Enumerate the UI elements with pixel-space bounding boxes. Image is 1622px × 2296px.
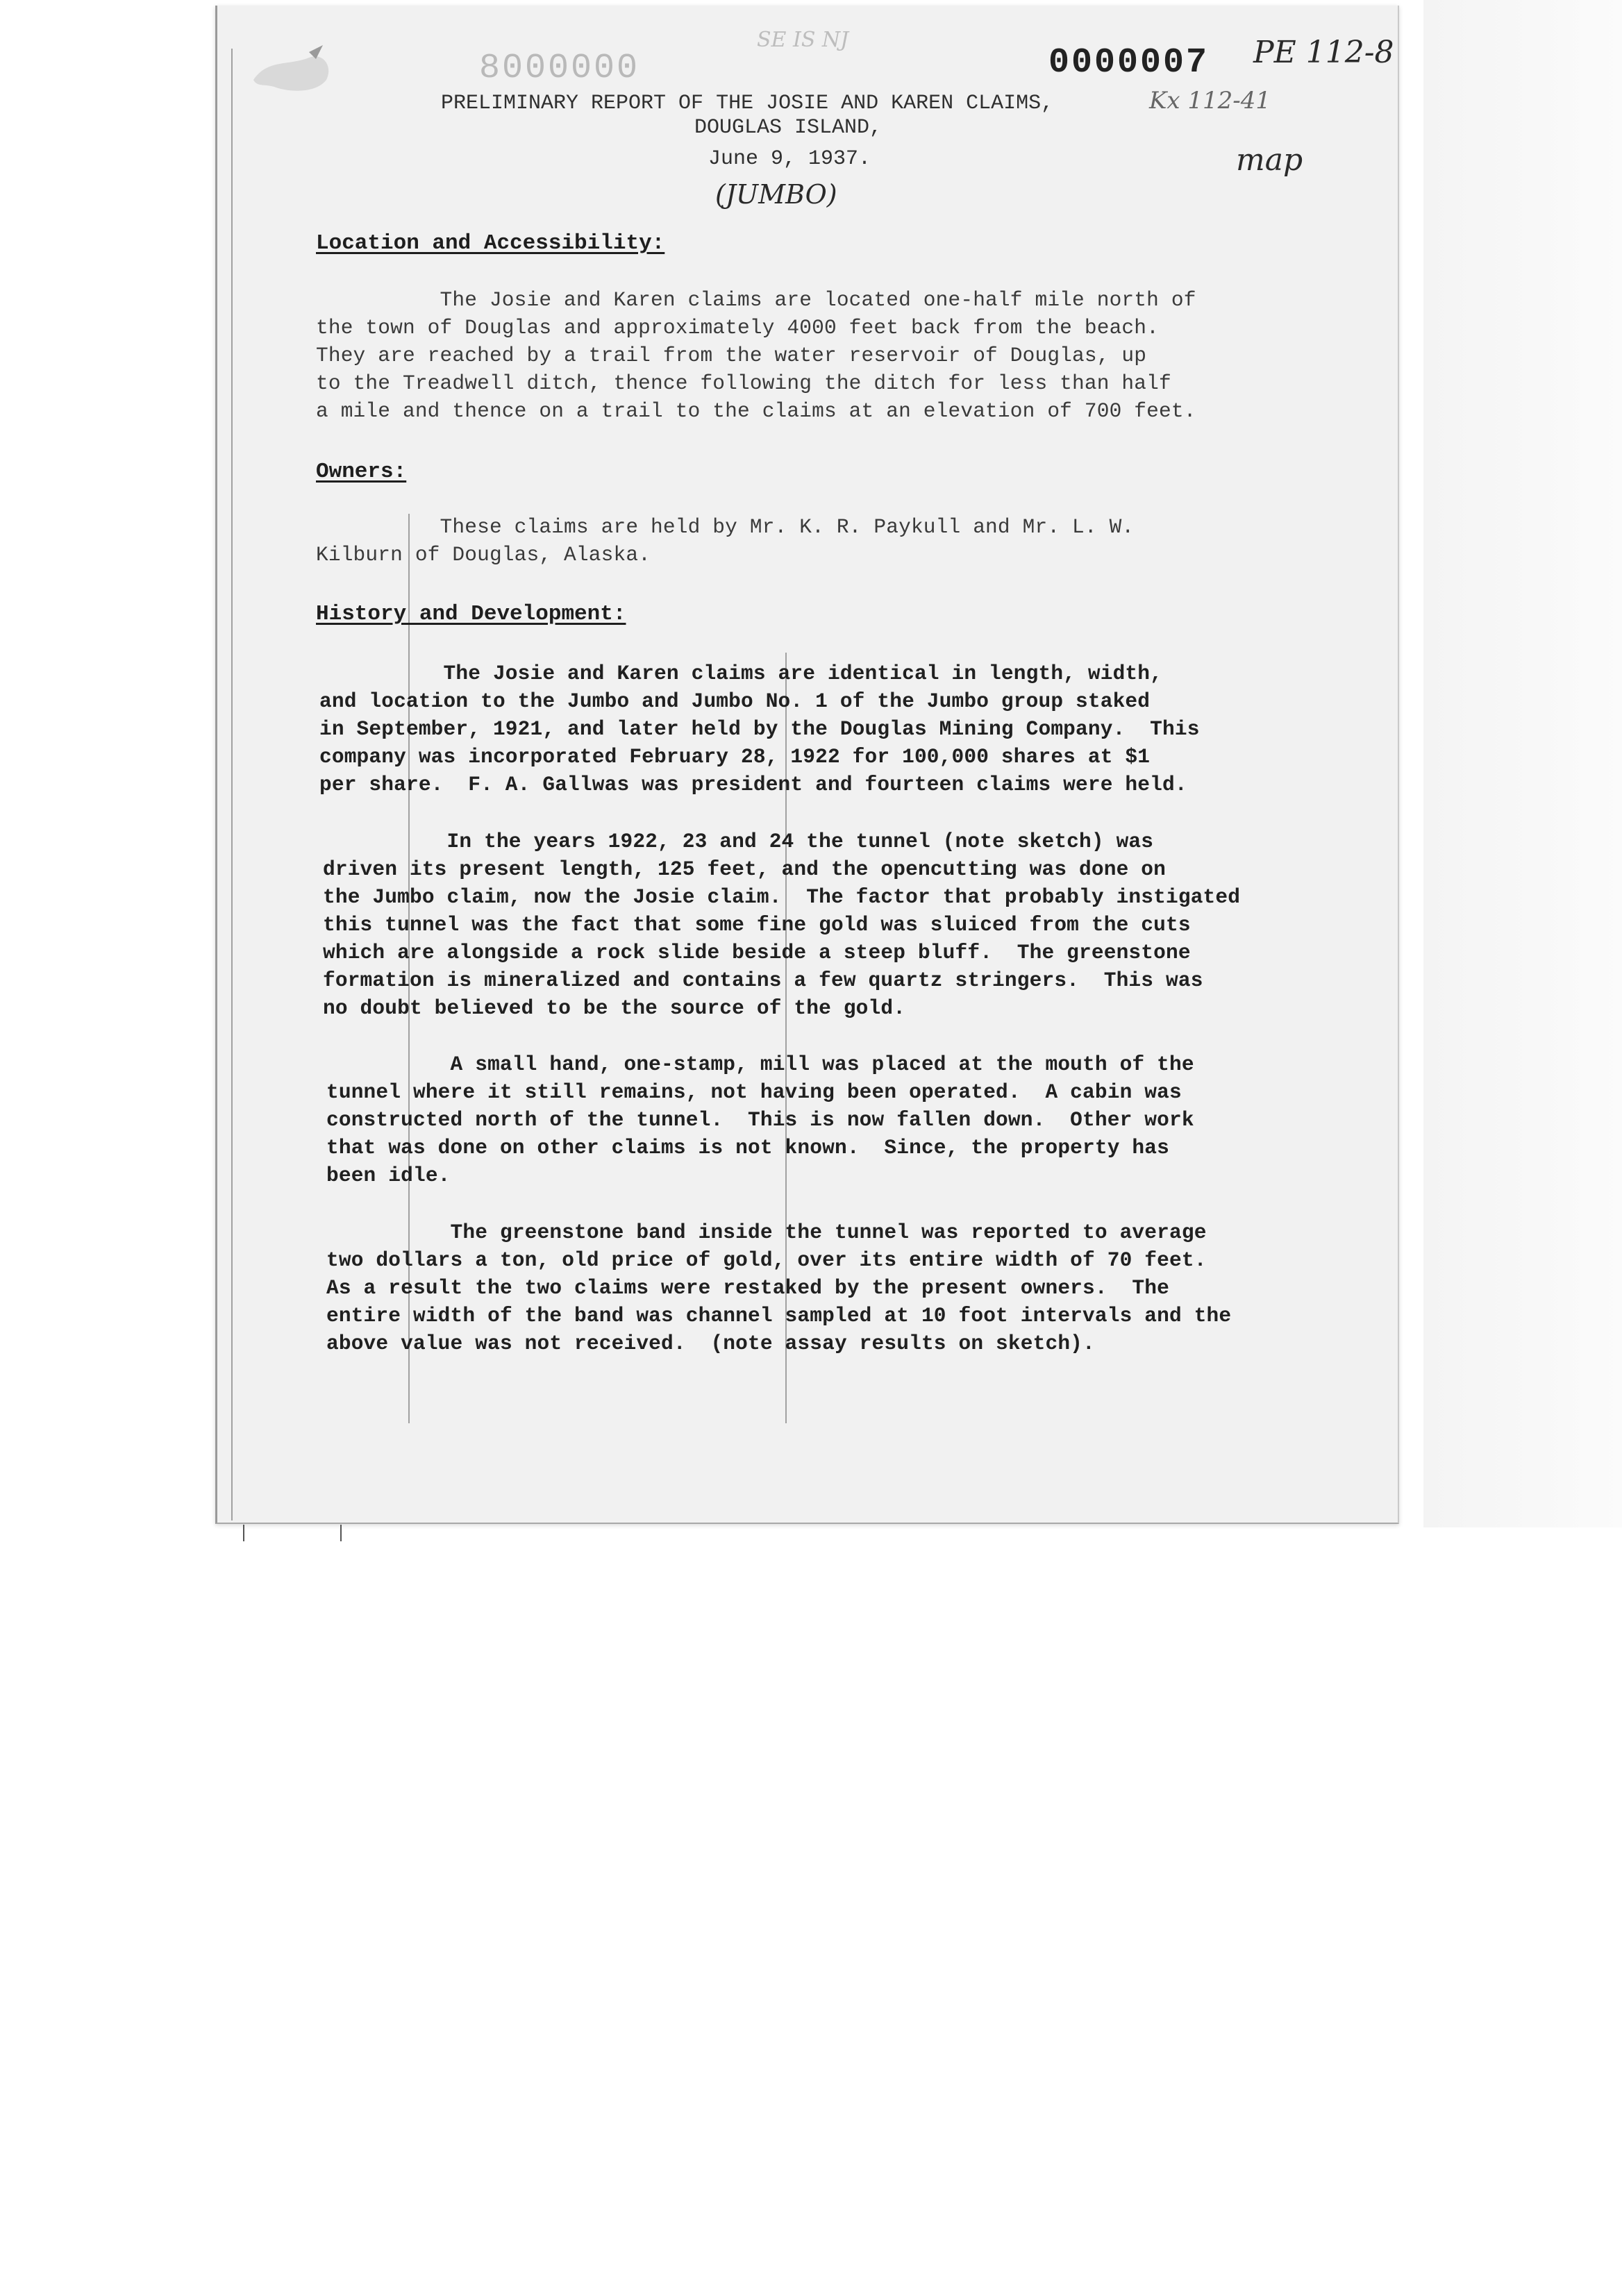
paragraph-line: which are alongside a rock slide beside a steep bluff. The greenstone xyxy=(323,941,1191,964)
paragraph-line: These claims are held by Mr. K. R. Paykull and Mr. L. W. xyxy=(316,515,1135,539)
section-heading-history: History and Development: xyxy=(316,602,626,626)
handwritten-reference-title: Kx 112-41 xyxy=(1149,87,1271,115)
handwritten-map-note: map xyxy=(1236,142,1303,178)
paragraph-line: the Jumbo claim, now the Josie claim. The factor that probably instigated xyxy=(323,885,1241,909)
section-heading-owners: Owners: xyxy=(316,460,407,484)
paragraph-line: to the Treadwell ditch, thence following the ditch for less than half xyxy=(316,371,1171,395)
paragraph-line: that was done on other claims is not known. Since, the property has xyxy=(326,1136,1169,1159)
paragraph-line: above value was not received. (note assay results on sketch). xyxy=(326,1332,1095,1355)
paragraph-line: They are reached by a trail from the water reservoir of Douglas, up xyxy=(316,344,1147,367)
paragraph-line: In the years 1922, 23 and 24 the tunnel (note sketch) was xyxy=(323,830,1154,853)
bottom-tick-1 xyxy=(243,1525,244,1541)
report-date: June 9, 1937. xyxy=(708,147,871,171)
document-number-stamp: 0000007 xyxy=(1048,43,1210,83)
paragraph-line: The Josie and Karen claims are identical in length, width, xyxy=(319,662,1162,685)
corner-smudge xyxy=(246,38,351,101)
paragraph-line: and location to the Jumbo and Jumbo No. 1 of the Jumbo group staked xyxy=(319,689,1151,713)
paragraph-line: company was incorporated February 28, 1922 for 100,000 shares at $1 xyxy=(319,745,1151,769)
faint-stamp-number: 8000000 xyxy=(479,49,640,88)
paragraph-line: no doubt believed to be the source of the gold. xyxy=(323,996,906,1020)
paragraph-line: formation is mineralized and contains a few quartz stringers. This was xyxy=(323,969,1203,992)
paragraph-line: entire width of the band was channel sampled at 10 foot intervals and the xyxy=(326,1304,1232,1327)
paragraph-line: tunnel where it still remains, not having been operated. A cabin was xyxy=(326,1080,1182,1104)
bottom-tick-2 xyxy=(340,1525,342,1541)
paragraph-line: the town of Douglas and approximately 4000 feet back from the beach. xyxy=(316,316,1159,340)
paragraph-line: per share. F. A. Gallwas was president and fourteen claims were held. xyxy=(319,773,1187,796)
paragraph-line: been idle. xyxy=(326,1164,451,1187)
report-title-line2: DOUGLAS ISLAND, xyxy=(694,116,883,140)
paragraph-line: As a result the two claims were restaked by the present owners. The xyxy=(326,1276,1169,1300)
paragraph-line: The Josie and Karen claims are located one-half mile north of xyxy=(316,288,1196,312)
paragraph-line: in September, 1921, and later held by the Douglas Mining Company. This xyxy=(319,717,1200,741)
paragraph-line: Kilburn of Douglas, Alaska. xyxy=(316,543,651,567)
paragraph-line: constructed north of the tunnel. This is now fallen down. Other work xyxy=(326,1108,1194,1132)
paragraph-line: A small hand, one-stamp, mill was placed at the mouth of the xyxy=(326,1053,1194,1076)
paragraph-line: two dollars a ton, old price of gold, over its entire width of 70 feet. xyxy=(326,1248,1207,1272)
fold-line-left xyxy=(231,49,233,1520)
paragraph-line: driven its present length, 125 feet, and the opencutting was done on xyxy=(323,857,1166,881)
report-title-line1: PRELIMINARY REPORT OF THE JOSIE AND KAREN CLAIMS, xyxy=(441,92,1054,115)
section-heading-location: Location and Accessibility: xyxy=(316,231,665,255)
handwritten-jumbo-note: (JUMBO) xyxy=(715,179,837,210)
paragraph-line: this tunnel was the fact that some fine gold was sluiced from the cuts xyxy=(323,913,1191,937)
paragraph-line: The greenstone band inside the tunnel was reported to average xyxy=(326,1221,1207,1244)
faint-top-mark: SE IS NJ xyxy=(757,28,849,52)
scan-background-shade xyxy=(1423,0,1622,1527)
handwritten-reference-top: PE 112-8 xyxy=(1253,35,1394,70)
paragraph-line: a mile and thence on a trail to the claims at an elevation of 700 feet. xyxy=(316,399,1196,423)
